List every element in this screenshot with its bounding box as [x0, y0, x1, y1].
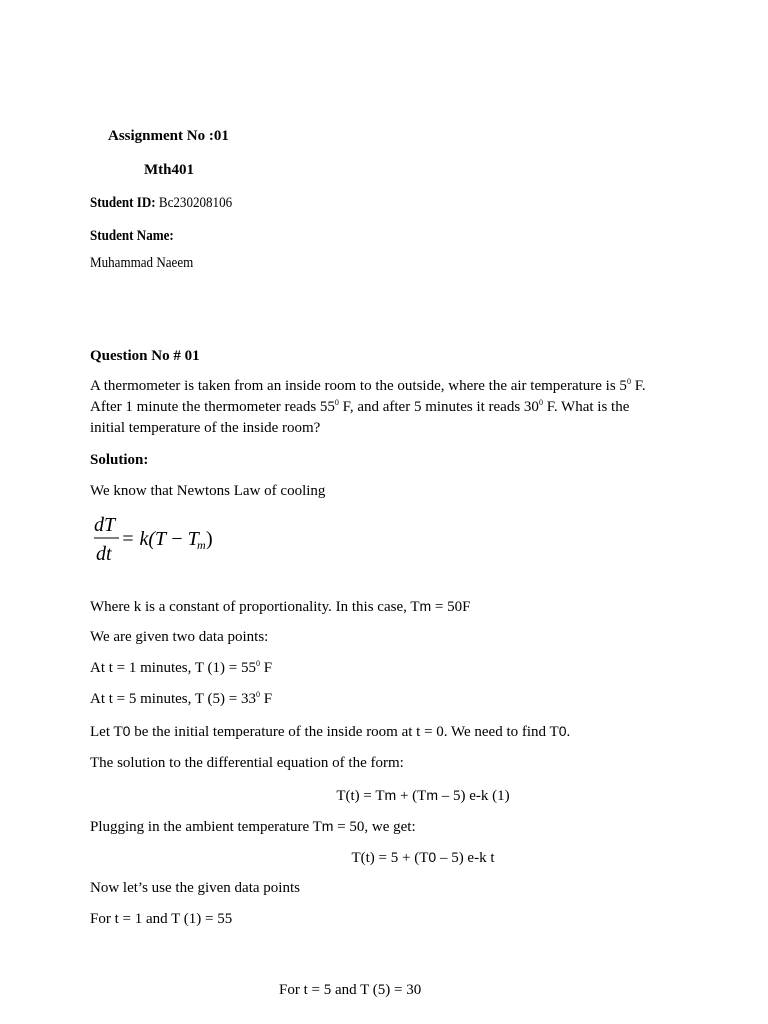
for-t5-line: For t = 5 and T (5) = 30 [279, 982, 422, 998]
solution-intro: We know that Newtons Law of cooling [90, 483, 326, 499]
question-line-3: initial temperature of the inside room? [90, 420, 321, 436]
newton-cooling-formula [92, 512, 222, 566]
solution-form-line: The solution to the differential equation of the form: [90, 755, 404, 771]
data-point-2: At t = 5 minutes, T $(5) = 33^0$ F [90, 690, 273, 707]
let-line: Let T0 be the initial temperature of the inside room at t = 0. We need to find T0. [90, 723, 571, 740]
course-code: Mth401 [144, 162, 194, 178]
equation-1: T(t) = Tm + (Tm – 5) e-k (1) [336, 787, 510, 804]
assignment-title: Assignment No :01 [108, 128, 229, 144]
data-point-1: At t = 1 minutes, T $(1) = 55^0$ F [90, 659, 273, 676]
student-name-value: Muhammad Naeem [90, 255, 194, 271]
plugging-line: Plugging in the ambient temperature Tm = 50, we get: [90, 818, 416, 835]
formula-graphic [92, 512, 222, 566]
where-line: Where k is a constant of proportionality. In this case, Tm = 50F [90, 598, 471, 615]
student-id-label: Student ID: [90, 195, 156, 211]
given-line: We are given two data points: [90, 629, 269, 645]
solution-heading: Solution: [90, 452, 149, 468]
formula-rhs: = k(T − T [121, 528, 199, 550]
formula-numerator: dT [94, 514, 116, 536]
formula-subscript: m [197, 538, 206, 552]
formula-close-paren: ) [206, 528, 213, 550]
equation-2: T(t) = 5 + (T0 – 5) e-k t [351, 849, 495, 866]
question-heading: Question No # 01 [90, 348, 200, 364]
question-line-2: After 1 minute the thermometer reads $55^0$ F, and after 5 minutes it reads $30^0$ F. What is the [90, 398, 630, 415]
formula-denominator: dt [96, 543, 112, 565]
question-paragraph [90, 376, 670, 439]
question-line-1: A thermometer is taken from an inside room to the outside, where the air temperature is $5^0$ F. [90, 377, 646, 394]
for-t1-line: For t = 1 and T (1) = 55 [90, 911, 233, 927]
student-id-value: Bc230208106 [158, 195, 233, 211]
now-use-line: Now let’s use the given data points [90, 880, 300, 896]
student-id-line [90, 194, 232, 212]
student-name-label: Student Name: [90, 228, 174, 244]
